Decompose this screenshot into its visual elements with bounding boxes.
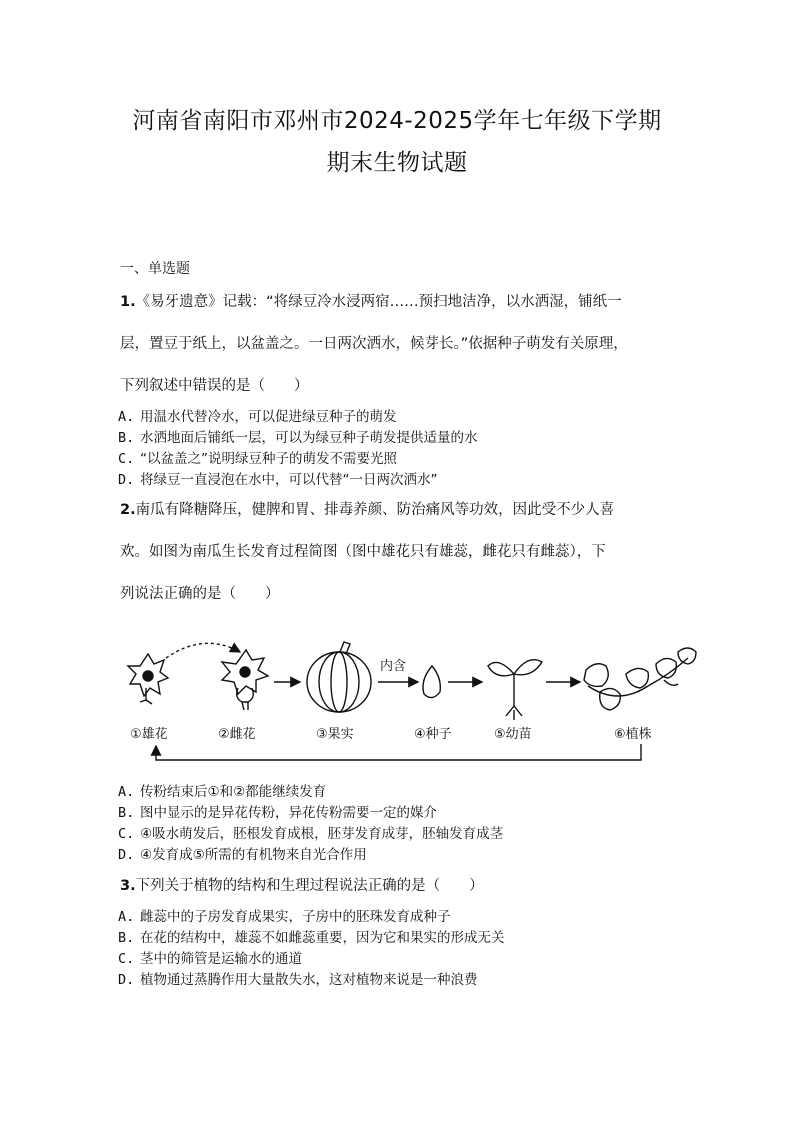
question-2-option-c[interactable] — [118, 822, 503, 842]
option-text: ④吸水萌发后，胚根发育成根，胚芽发育成芽，胚轴发育成茎 — [140, 826, 504, 842]
question-3-option-c[interactable] — [118, 947, 302, 967]
page-title — [60, 100, 734, 184]
option-text: 用温水代替冷水，可以促进绿豆种子的萌发 — [140, 409, 397, 425]
option-text: ④发育成⑤所需的有机物来自光合作用 — [140, 847, 367, 863]
question-3-number: 3. — [120, 878, 136, 894]
option-letter: A. — [118, 409, 135, 425]
option-text: 图中显示的是异花传粉，异花传粉需要一定的媒介 — [140, 805, 437, 821]
arrow-label: 内含 — [380, 659, 407, 674]
question-2-line-3: 列说法正确的是（ ） — [120, 586, 280, 602]
question-3-option-a[interactable] — [118, 905, 451, 925]
question-1-line-1 — [120, 290, 622, 311]
male-flower-icon — [128, 654, 168, 704]
seed-icon — [423, 666, 440, 698]
question-2-number: 2. — [120, 502, 136, 518]
question-2-line-2: 欢。如图为南瓜生长发育过程简图（图中雄花只有雄蕊，雌花只有雌蕊），下 — [120, 544, 606, 560]
option-text: 水洒地面后铺纸一层，可以为绿豆种子萌发提供适量的水 — [140, 430, 478, 446]
option-text: 植物通过蒸腾作用大量散失水，这对植物来说是一种浪费 — [140, 972, 478, 988]
caption-seed: ④种子 — [414, 727, 452, 742]
option-text: “以盆盖之”说明绿豆种子的萌发不需要光照 — [140, 451, 397, 467]
caption-female-flower: ②雌花 — [218, 727, 256, 742]
caption-seedling: ⑤幼苗 — [494, 727, 532, 742]
option-text: 将绿豆一直浸泡在水中，可以代替“一日两次洒水” — [140, 472, 438, 488]
option-letter: D. — [118, 847, 135, 863]
question-2-line-1 — [120, 498, 614, 519]
question-1-option-d[interactable] — [118, 468, 438, 488]
pumpkin-lifecycle-diagram — [118, 636, 718, 776]
option-letter: C. — [118, 951, 135, 967]
female-flower-icon — [222, 650, 268, 710]
option-letter: A. — [118, 784, 135, 800]
title-line-1: 河南省南阳市邓州市2024-2025学年七年级下学期 — [132, 108, 662, 134]
option-letter: C. — [118, 826, 135, 842]
question-1-text-1: 《易牙遗意》记载：“将绿豆冷水浸两宿……预扫地洁净，以水洒湿，铺纸一 — [135, 294, 622, 310]
question-1-line-3: 下列叙述中错误的是（ ） — [120, 378, 309, 394]
question-3-option-d[interactable] — [118, 968, 478, 988]
option-text: 茎中的筛管是运输水的通道 — [140, 951, 302, 967]
option-letter: A. — [118, 909, 135, 925]
question-1-number: 1. — [120, 294, 136, 310]
question-1-line-2: 层，置豆于纸上，以盆盖之。一日两次洒水，候芽长。”依据种子萌发有关原理， — [120, 336, 628, 352]
question-1-option-b[interactable] — [118, 426, 478, 446]
caption-male-flower: ①雄花 — [130, 727, 168, 742]
option-letter: B. — [118, 805, 135, 821]
title-line-2: 期末生物试题 — [326, 150, 468, 176]
option-letter: B. — [118, 430, 135, 446]
pumpkin-plant-icon — [584, 648, 696, 710]
option-text: 传粉结束后①和②都能继续发育 — [140, 784, 327, 800]
option-letter: D. — [118, 972, 135, 988]
question-2-option-b[interactable] — [118, 801, 437, 821]
question-2-option-a[interactable] — [118, 780, 326, 800]
option-letter: C. — [118, 451, 135, 467]
option-text: 雌蕊中的子房发育成果实，子房中的胚珠发育成种子 — [140, 909, 451, 925]
option-letter: D. — [118, 472, 135, 488]
question-1-option-a[interactable] — [118, 405, 397, 425]
question-2-text-1: 南瓜有降糖降压，健脾和胃、排毒养颜、防治痛风等功效，因此受不少人喜 — [135, 502, 615, 518]
question-2-option-d[interactable] — [118, 843, 367, 863]
question-3-option-b[interactable] — [118, 926, 505, 946]
caption-fruit: ③果实 — [316, 727, 354, 742]
seedling-icon — [488, 660, 542, 720]
caption-plant: ⑥植株 — [614, 727, 652, 742]
pumpkin-icon — [307, 642, 371, 712]
option-text: 在花的结构中，雄蕊不如雌蕊重要，因为它和果实的形成无关 — [140, 930, 505, 946]
question-3-text-1: 下列关于植物的结构和生理过程说法正确的是（ ） — [135, 878, 484, 894]
question-3-line-1 — [120, 874, 484, 895]
section-heading: 一、单选题 — [120, 261, 190, 277]
question-1-option-c[interactable] — [118, 447, 397, 467]
option-letter: B. — [118, 930, 135, 946]
